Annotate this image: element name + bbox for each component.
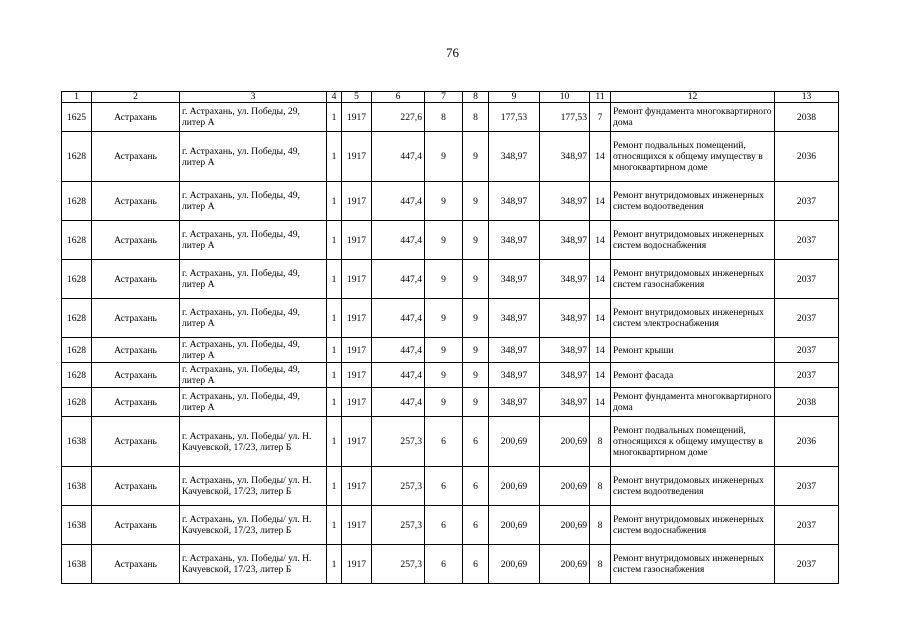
- residents-count-cell: 6: [463, 506, 489, 545]
- floor-count-cell: 1: [327, 545, 342, 584]
- living-area-residential-cell: 200,69: [540, 506, 590, 545]
- record-id-cell: 1625: [62, 103, 92, 132]
- table-row: [62, 363, 839, 388]
- column-header: 5: [342, 92, 372, 103]
- column-header: 8: [463, 92, 489, 103]
- planned-year-cell: 2037: [775, 182, 839, 221]
- year-built-cell: 1917: [342, 363, 372, 388]
- record-id-cell: 1628: [62, 221, 92, 260]
- total-area-cell: 447,4: [372, 388, 425, 417]
- record-id-cell: 1628: [62, 388, 92, 417]
- residents-count-cell: 9: [463, 363, 489, 388]
- residents-registered-cell: 14: [590, 388, 611, 417]
- municipality-cell: Астрахань: [92, 417, 180, 467]
- table-row: [62, 467, 839, 506]
- living-area-residential-cell: 348,97: [540, 338, 590, 363]
- living-area-residential-cell: 348,97: [540, 388, 590, 417]
- municipality-cell: Астрахань: [92, 260, 180, 299]
- year-built-cell: 1917: [342, 182, 372, 221]
- column-header: 4: [327, 92, 342, 103]
- address-cell: г. Астрахань, ул. Победы, 49, литер А: [180, 260, 327, 299]
- apartments-count-cell: 6: [425, 506, 463, 545]
- living-area-residential-cell: 200,69: [540, 545, 590, 584]
- floor-count-cell: 1: [327, 388, 342, 417]
- column-header: 2: [92, 92, 180, 103]
- total-area-cell: 257,3: [372, 417, 425, 467]
- living-area-cell: 200,69: [489, 467, 540, 506]
- apartments-count-cell: 8: [425, 103, 463, 132]
- work-type-cell: Ремонт фасада: [611, 363, 775, 388]
- residents-count-cell: 8: [463, 103, 489, 132]
- residents-count-cell: 6: [463, 545, 489, 584]
- address-cell: г. Астрахань, ул. Победы/ ул. Н. Качуевской, 17/23, литер Б: [180, 545, 327, 584]
- table-row: [62, 132, 839, 182]
- address-cell: г. Астрахань, ул. Победы/ ул. Н. Качуевской, 17/23, литер Б: [180, 467, 327, 506]
- residents-registered-cell: 14: [590, 132, 611, 182]
- work-type-cell: Ремонт внутридомовых инженерных систем водоснабжения: [611, 506, 775, 545]
- year-built-cell: 1917: [342, 132, 372, 182]
- planned-year-cell: 2038: [775, 103, 839, 132]
- residents-registered-cell: 14: [590, 221, 611, 260]
- column-header: 9: [489, 92, 540, 103]
- work-type-cell: Ремонт внутридомовых инженерных систем водоотведения: [611, 182, 775, 221]
- planned-year-cell: 2037: [775, 467, 839, 506]
- living-area-residential-cell: 348,97: [540, 363, 590, 388]
- page-number: 76: [446, 45, 459, 60]
- table-row: [62, 417, 839, 467]
- address-cell: г. Астрахань, ул. Победы/ ул. Н. Качуевской, 17/23, литер Б: [180, 506, 327, 545]
- living-area-residential-cell: 200,69: [540, 417, 590, 467]
- apartments-count-cell: 6: [425, 545, 463, 584]
- table-row: [62, 299, 839, 338]
- address-cell: г. Астрахань, ул. Победы, 49, литер А: [180, 182, 327, 221]
- living-area-cell: 200,69: [489, 506, 540, 545]
- planned-year-cell: 2037: [775, 221, 839, 260]
- apartments-count-cell: 9: [425, 221, 463, 260]
- work-type-cell: Ремонт крыши: [611, 338, 775, 363]
- floor-count-cell: 1: [327, 363, 342, 388]
- record-id-cell: 1638: [62, 467, 92, 506]
- address-cell: г. Астрахань, ул. Победы, 49, литер А: [180, 363, 327, 388]
- residents-count-cell: 9: [463, 299, 489, 338]
- work-type-cell: Ремонт внутридомовых инженерных систем электроснабжения: [611, 299, 775, 338]
- floor-count-cell: 1: [327, 260, 342, 299]
- residents-registered-cell: 8: [590, 467, 611, 506]
- address-cell: г. Астрахань, ул. Победы, 49, литер А: [180, 338, 327, 363]
- apartments-count-cell: 9: [425, 363, 463, 388]
- total-area-cell: 447,4: [372, 338, 425, 363]
- total-area-cell: 447,4: [372, 221, 425, 260]
- floor-count-cell: 1: [327, 417, 342, 467]
- year-built-cell: 1917: [342, 506, 372, 545]
- apartments-count-cell: 9: [425, 260, 463, 299]
- planned-year-cell: 2037: [775, 299, 839, 338]
- municipality-cell: Астрахань: [92, 182, 180, 221]
- planned-year-cell: 2037: [775, 338, 839, 363]
- floor-count-cell: 1: [327, 221, 342, 260]
- living-area-cell: 177,53: [489, 103, 540, 132]
- work-type-cell: Ремонт внутридомовых инженерных систем газоснабжения: [611, 545, 775, 584]
- floor-count-cell: 1: [327, 103, 342, 132]
- table-row: [62, 388, 839, 417]
- living-area-cell: 348,97: [489, 388, 540, 417]
- apartments-count-cell: 6: [425, 467, 463, 506]
- work-type-cell: Ремонт внутридомовых инженерных систем водоотведения: [611, 467, 775, 506]
- year-built-cell: 1917: [342, 467, 372, 506]
- apartments-count-cell: 9: [425, 388, 463, 417]
- municipality-cell: Астрахань: [92, 338, 180, 363]
- address-cell: г. Астрахань, ул. Победы, 49, литер А: [180, 388, 327, 417]
- municipality-cell: Астрахань: [92, 221, 180, 260]
- table-row: [62, 545, 839, 584]
- total-area-cell: 447,4: [372, 182, 425, 221]
- record-id-cell: 1638: [62, 545, 92, 584]
- residents-registered-cell: 8: [590, 417, 611, 467]
- floor-count-cell: 1: [327, 467, 342, 506]
- apartments-count-cell: 9: [425, 182, 463, 221]
- address-cell: г. Астрахань, ул. Победы, 29, литер А: [180, 103, 327, 132]
- planned-year-cell: 2036: [775, 132, 839, 182]
- address-cell: г. Астрахань, ул. Победы, 49, литер А: [180, 221, 327, 260]
- floor-count-cell: 1: [327, 338, 342, 363]
- living-area-cell: 348,97: [489, 299, 540, 338]
- municipality-cell: Астрахань: [92, 506, 180, 545]
- apartments-count-cell: 9: [425, 338, 463, 363]
- apartments-count-cell: 6: [425, 417, 463, 467]
- repair-schedule-table: [61, 91, 839, 584]
- record-id-cell: 1628: [62, 132, 92, 182]
- residents-count-cell: 9: [463, 221, 489, 260]
- address-cell: г. Астрахань, ул. Победы, 49, литер А: [180, 299, 327, 338]
- planned-year-cell: 2037: [775, 545, 839, 584]
- residents-count-cell: 6: [463, 417, 489, 467]
- residents-registered-cell: 14: [590, 260, 611, 299]
- municipality-cell: Астрахань: [92, 299, 180, 338]
- record-id-cell: 1628: [62, 260, 92, 299]
- residents-registered-cell: 7: [590, 103, 611, 132]
- address-cell: г. Астрахань, ул. Победы, 49, литер А: [180, 132, 327, 182]
- municipality-cell: Астрахань: [92, 132, 180, 182]
- work-type-cell: Ремонт внутридомовых инженерных систем водоснабжения: [611, 221, 775, 260]
- residents-count-cell: 9: [463, 388, 489, 417]
- record-id-cell: 1628: [62, 299, 92, 338]
- work-type-cell: Ремонт фундамента многоквартирного дома: [611, 388, 775, 417]
- table-row: [62, 182, 839, 221]
- living-area-residential-cell: 348,97: [540, 260, 590, 299]
- total-area-cell: 257,3: [372, 545, 425, 584]
- residents-registered-cell: 8: [590, 506, 611, 545]
- column-header: 6: [372, 92, 425, 103]
- year-built-cell: 1917: [342, 103, 372, 132]
- residents-registered-cell: 14: [590, 299, 611, 338]
- record-id-cell: 1638: [62, 506, 92, 545]
- living-area-cell: 348,97: [489, 363, 540, 388]
- table-row: [62, 103, 839, 132]
- record-id-cell: 1638: [62, 417, 92, 467]
- record-id-cell: 1628: [62, 363, 92, 388]
- column-header: 1: [62, 92, 92, 103]
- residents-registered-cell: 8: [590, 545, 611, 584]
- table-row: [62, 506, 839, 545]
- planned-year-cell: 2037: [775, 260, 839, 299]
- living-area-cell: 348,97: [489, 221, 540, 260]
- column-number-row: [62, 92, 839, 103]
- column-header: 10: [540, 92, 590, 103]
- total-area-cell: 447,4: [372, 299, 425, 338]
- table-row: [62, 221, 839, 260]
- total-area-cell: 447,4: [372, 132, 425, 182]
- year-built-cell: 1917: [342, 338, 372, 363]
- year-built-cell: 1917: [342, 221, 372, 260]
- work-type-cell: Ремонт подвальных помещений, относящихся к общему имуществу в многоквартирном доме: [611, 417, 775, 467]
- residents-count-cell: 6: [463, 467, 489, 506]
- year-built-cell: 1917: [342, 388, 372, 417]
- municipality-cell: Астрахань: [92, 103, 180, 132]
- living-area-cell: 348,97: [489, 338, 540, 363]
- living-area-residential-cell: 348,97: [540, 182, 590, 221]
- column-header: 12: [611, 92, 775, 103]
- floor-count-cell: 1: [327, 132, 342, 182]
- total-area-cell: 447,4: [372, 260, 425, 299]
- total-area-cell: 227,6: [372, 103, 425, 132]
- municipality-cell: Астрахань: [92, 388, 180, 417]
- apartments-count-cell: 9: [425, 132, 463, 182]
- residents-count-cell: 9: [463, 260, 489, 299]
- living-area-residential-cell: 348,97: [540, 132, 590, 182]
- year-built-cell: 1917: [342, 260, 372, 299]
- apartments-count-cell: 9: [425, 299, 463, 338]
- living-area-residential-cell: 348,97: [540, 221, 590, 260]
- address-cell: г. Астрахань, ул. Победы/ ул. Н. Качуевской, 17/23, литер Б: [180, 417, 327, 467]
- work-type-cell: Ремонт подвальных помещений, относящихся к общему имуществу в многоквартирном доме: [611, 132, 775, 182]
- residents-registered-cell: 14: [590, 363, 611, 388]
- table-row: [62, 338, 839, 363]
- living-area-cell: 348,97: [489, 132, 540, 182]
- residents-count-cell: 9: [463, 182, 489, 221]
- planned-year-cell: 2038: [775, 388, 839, 417]
- total-area-cell: 447,4: [372, 363, 425, 388]
- living-area-residential-cell: 177,53: [540, 103, 590, 132]
- total-area-cell: 257,3: [372, 467, 425, 506]
- year-built-cell: 1917: [342, 299, 372, 338]
- record-id-cell: 1628: [62, 182, 92, 221]
- column-header: 11: [590, 92, 611, 103]
- living-area-cell: 348,97: [489, 260, 540, 299]
- municipality-cell: Астрахань: [92, 467, 180, 506]
- column-header: 13: [775, 92, 839, 103]
- work-type-cell: Ремонт фундамента многоквартирного дома: [611, 103, 775, 132]
- work-type-cell: Ремонт внутридомовых инженерных систем газоснабжения: [611, 260, 775, 299]
- floor-count-cell: 1: [327, 506, 342, 545]
- municipality-cell: Астрахань: [92, 363, 180, 388]
- year-built-cell: 1917: [342, 417, 372, 467]
- residents-count-cell: 9: [463, 132, 489, 182]
- year-built-cell: 1917: [342, 545, 372, 584]
- living-area-residential-cell: 200,69: [540, 467, 590, 506]
- total-area-cell: 257,3: [372, 506, 425, 545]
- floor-count-cell: 1: [327, 182, 342, 221]
- municipality-cell: Астрахань: [92, 545, 180, 584]
- record-id-cell: 1628: [62, 338, 92, 363]
- column-header: 3: [180, 92, 327, 103]
- planned-year-cell: 2036: [775, 417, 839, 467]
- living-area-cell: 348,97: [489, 182, 540, 221]
- table-row: [62, 260, 839, 299]
- planned-year-cell: 2037: [775, 506, 839, 545]
- residents-registered-cell: 14: [590, 182, 611, 221]
- residents-registered-cell: 14: [590, 338, 611, 363]
- residents-count-cell: 9: [463, 338, 489, 363]
- planned-year-cell: 2037: [775, 363, 839, 388]
- living-area-cell: 200,69: [489, 545, 540, 584]
- column-header: 7: [425, 92, 463, 103]
- living-area-residential-cell: 348,97: [540, 299, 590, 338]
- floor-count-cell: 1: [327, 299, 342, 338]
- living-area-cell: 200,69: [489, 417, 540, 467]
